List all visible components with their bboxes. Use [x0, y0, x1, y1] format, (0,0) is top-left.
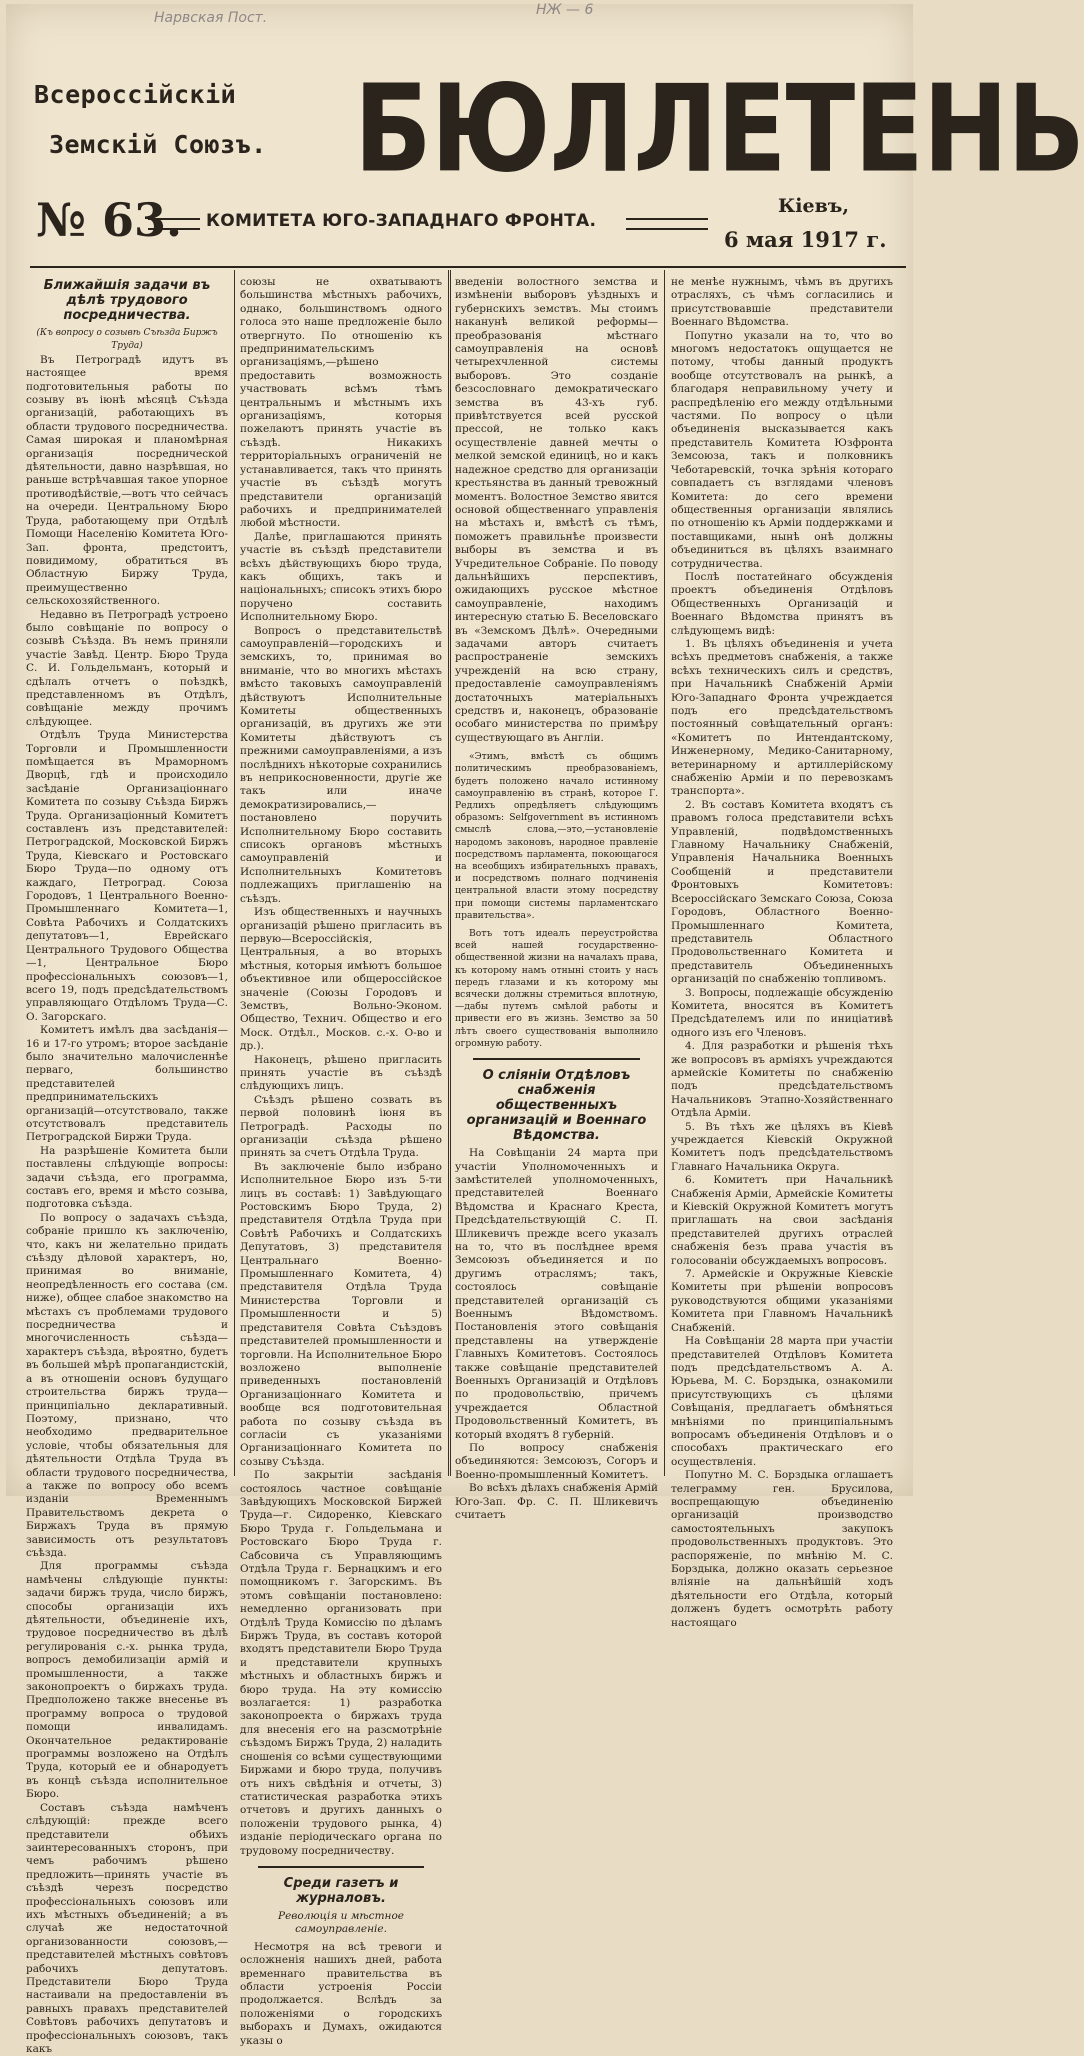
paragraph: Въ заключеніе было избрано Исполнительное Бюро изъ 5-ти лицъ въ составѣ: 1) Завѣдующаго Ростовскимъ Бюро Труда, 2) представителя Отдѣла Труда при Совѣтѣ Рабочихъ и Солдатскихъ Депутатовъ, 3) представителя Центральнаго Военно-Промышленнаго Комитета, 4) представителя Отдѣла Труда Министерства Торговли и Промышленности и 5) представителя Совѣта Съѣздовъ представителей промышленности и торговли. На Исполнительное Бюро возложено выполненіе приведенныхъ постановленій Организаціоннаго Комитета и вообще вся подготовительная работа по созыву съѣзда въ согласіи съ указаніями Организаціоннаго Комитета по созыву Съѣзда. [240, 1160, 442, 1468]
paragraph: 5. Въ тѣхъ же цѣляхъ въ Кіевѣ учреждается Кіевскій Окружной Комитетъ подъ предсѣдательствомъ Главнаго Начальника Округа. [671, 1120, 893, 1173]
quotation: «Этимъ, вмѣстѣ съ общимъ политическимъ преобразованіемъ, будетъ положено начало истинному самоуправленію въ странѣ, которое Г. Редлихъ опредѣляетъ слѣдующимъ образомъ: Selfgovernment въ истинномъ смыслѣ слова,—это,—установленіе народомъ законовъ, народное правленіе посредствомъ парламента, покоющагося на всеобщихъ избирательныхъ правахъ, и посредствомъ полнаго подчиненія центральной власти этому посредству при помощи системы парламентскаго правительства». [455, 751, 658, 921]
paragraph: Комитетъ имѣлъ два засѣданія—16 и 17-го утромъ; второе засѣданіе было значительно малочисленнѣе перваго, большинство представителей предпринимательскихъ организацій—отсутствовало, также отсутствовалъ представитель Петроградской Биржи Труда. [26, 1024, 228, 1144]
paragraph: Для программы съѣзда намѣчены слѣдующіе пункты: задачи биржъ труда, число биржъ, способы организаціи ихъ дѣятельности, объединеніе ихъ, трудовое посредничество въ дѣлѣ регулированія с.-х. рынка труда, вопросъ демобилизаціи армій и промышленности, а также законопроектъ о биржахъ труда. Предположено также внесенье въ программу вопроса о трудовой помощи инвалидамъ. Окончательное редактированіе программы возложено на Отдѣлъ Труда, который ее и обнародуетъ въ концѣ съѣзда исполнительное Бюро. [26, 1560, 228, 1801]
paragraph: На Совѣщаніи 28 марта при участіи представителей Отдѣловъ Комитета подъ предсѣдательствомъ А. А. Юрьева, М. С. Борздыка, ознакомили присутствующихъ съ цѣлями Совѣщанія, предлагаетъ обмѣняться мнѣніями по принципіальнымъ вопросамъ объединенія Отдѣловъ и о способахъ практическаго его осуществленія. [671, 1335, 893, 1468]
paragraph: На разрѣшеніе Комитета были поставлены слѣдующіе вопросы: задачи съѣзда, его программа, составъ его, время и мѣсто созыва, подготовка съѣзда. [26, 1144, 228, 1211]
paragraph: 2. Въ составъ Комитета входятъ съ правомъ голоса представители всѣхъ Управленій, подвѣдомственныхъ Главному Начальнику Снабженій, Управленія Начальника Военныхъ Сообщеній и представители Фронтовыхъ Комитетовъ: Всероссійскаго Земскаго Союза, Союза Городовъ, Областного Военно-Промышленнаго Комитета, представитель Областного Продовольственнаго Комитета и представитель Объединенныхъ организацій по снабженію топливомъ. [671, 798, 893, 986]
masthead-publisher [34, 70, 334, 170]
paragraph: Въ Петроградѣ идутъ въ настоящее время подготовительныя работы по созыву въ іюнѣ мѣсяцѣ Съѣзда организацій, работающихъ въ области трудового посредничества. Самая широкая и планомѣрная организація посреднической дѣятельности, давно назрѣвшая, но раньше встрѣчавшая такое упорное противодѣйствіе,—вотъ что сейчасъ на очереди. Центральному Бюро Труда, работающему при Отдѣлѣ Помощи Населенію Комитета Юго-Зап. фронта, предстоитъ, повидимому, обратиться въ Областную Биржу Труда, преимущественно сельскохозяйственного. [26, 353, 228, 608]
section-separator [473, 1058, 640, 1060]
paragraph: 4. Для разработки и рѣшенія тѣхъ же вопросовъ въ арміяхъ учреждаются армейскіе Комитеты по снабженію подъ предсѣдательствомъ Начальниковъ Этапно-Хозяйственнаго Отдѣла Арміи. [671, 1040, 893, 1120]
newspaper-page [6, 2, 1084, 2055]
paragraph: Наконецъ, рѣшено пригласить принять участіе въ съѣздѣ слѣдующихъ лицъ. [240, 1053, 442, 1093]
paragraph: введеніи волостного земства и измѣненіи выборовъ уѣздныхъ и губернскихъ земствъ. Мы стоимъ наканунѣ великой реформы—преобразованія мѣстнаго самоуправленія на основѣ четырехчленной системы выборовъ. Это созданіе безсословнаго демократическаго земства въ 43-хъ губ. привѣтствуется всей русской прессой, не только какъ осуществленіе давней мечты о мелкой земской единицѣ, но и какъ надежное средство для организаціи крестьянства въ данный тревожный моментъ. Волостное Земство явится основой общественнаго управленія на мѣстахъ и, вмѣстѣ съ тѣмъ, поможетъ правильнѣе произвести выборы въ земства и въ Учредительное Собраніе. По поводу дальнѣйшихъ перспективъ, ожидающихъ русское мѣстное самоуправленіе, находимъ интересную статью Б. Веселовскаго въ «Земскомъ Дѣлѣ». Очередными задачами авторъ считаетъ распространеніе земскихъ учрежденій на всю страну, предоставленіе самоуправленіямъ достаточныхъ матеріальныхъ средствъ и, наконецъ, образованіе особаго министерства по примѣру существующаго въ Англіи. [455, 276, 658, 744]
section-subtitle: Революція и мѣстное самоуправленіе. [278, 1909, 404, 1936]
paragraph: Вопросъ о представительствѣ самоуправленій—городскихъ и земскихъ, то, принимая во вниманіе, что во многихъ мѣстахъ вмѣсто таковыхъ самоуправленій дѣйствуютъ Исполнительные Комитеты общественныхъ организацій, въ другихъ же эти Комитеты дѣйствуютъ съ прежними самоуправленіями, а изъ послѣднихъ нѣкоторые сохранились въ неприкосновенности, другіе же такъ или иначе демократизировались,—постановлено поручить Исполнительному Бюро составить списокъ органовъ мѣстныхъ самоуправленій и Исполнительныхъ Комитетовъ подлежащихъ приглашенію на съѣздъ. [240, 624, 442, 905]
paragraph: 7. Армейскіе и Окружные Кіевскіе Комитеты при рѣшеніи вопросовъ руководствуются общими указаніями Комитета при Главномъ Начальникѣ Снабженій. [671, 1268, 893, 1334]
paragraph: 1. Въ цѣляхъ объединенія и учета всѣхъ предметовъ снабженія, а также всѣхъ техническихъ силъ и средствъ, при Начальникѣ Снабженій Арміи Юго-Западнаго Фронта учреждается подъ его предсѣдательствомъ постоянный совѣщательный органъ: «Комитетъ по Интендантскому, Инженерному, Медико-Санитарному, ветеринарному и артиллерійскому снабженію Арміи и по перевозкамъ транспорта». [671, 637, 893, 798]
column-3 [455, 276, 658, 1522]
issue-city: Кіевъ, [778, 195, 849, 217]
paragraph: Отдѣлъ Труда Министерства Торговли и Промышленности помѣщается въ Мраморномъ Дворцѣ, гдѣ и происходило засѣданіе Организаціоннаго Комитета по созыву Съѣзда Биржъ Труда. Организаціонный Комитетъ составленъ изъ представителей: Петроградской, Московской Биржъ Труда, Кіевскаго и Ростовскаго Бюро Труда—по одному отъ каждаго, Петроград. Союза Городовъ, 1 Центрального Военно-Промышленнаго Комитета—1, Совѣта Рабочихъ и Солдатскихъ депутатовъ—1, Еврейскаго Центрального Трудового Общества—1, Центральное Бюро профессіональныхъ союзовъ—1, всего 19, подъ предсѣдательствомъ управляющаго Отдѣломъ Труда—С. О. Загорскаго. [26, 729, 228, 1023]
column-2 [240, 276, 442, 2047]
paragraph: 3. Вопросы, подлежащіе обсужденію Комитета, вносятся въ Комитетъ Предсѣдателемъ или по иниціативѣ одного изъ его Членовъ. [671, 986, 893, 1039]
header-rule [30, 266, 906, 268]
paragraph: По закрытіи засѣданія состоялось частное совѣщаніе Завѣдующихъ Московской Биржей Труда—г. Сидоренко, Кіевскаго Бюро Труда г. Гольдельмана и Ростовскаго Бюро Труда г. Сабсовича съ Управляющимъ Отдѣла Труда г. Бернацкимъ и его помощникомъ г. Загорскимъ. Въ этомъ совѣщаніи постановлено: немедленно организовать при Отдѣлѣ Труда Комиссію по дѣламъ Биржъ Труда, въ составъ которой входятъ представители Бюро Труда и представители крупныхъ мѣстныхъ и областныхъ биржъ и бюро труда. На эту комиссію возлагается: 1) разработка законопроекта о биржахъ труда для внесенія его на разсмотрѣніе съѣздомъ Биржъ Труда, 2) наладить сношенія со всѣми существующими Биржами и бюро труда, получивъ отъ нихъ свѣдѣнія и отчеты, 3) статистическая разработка этихъ отчетовъ и другихъ данныхъ о положеніи трудового рынка, 4) изданіе періодическаго органа по трудовому посредничеству. [240, 1469, 442, 1857]
paragraph: Составъ съѣзда намѣченъ слѣдующій: прежде всего представители обѣихъ заинтересованныхъ сторонъ, при чемъ рабочимъ рѣшено предложить—принять участіе въ съѣздѣ черезъ посредство профессіональныхъ союзовъ или ихъ мѣстныхъ объединеній; а въ случаѣ же недостаточной организованности союзовъ,—представителей мѣстныхъ совѣтовъ рабочихъ депутатовъ. Представители Бюро Труда настаивали на предоставленіи въ равныхъ правахъ представителей Совѣтовъ рабочихъ депутатовъ и профессіональныхъ союзовъ, такъ какъ [26, 1801, 228, 2055]
paragraph: Послѣ постатейнаго обсужденія проектъ объединенія Отдѣловъ Общественныхъ Организацій и Военнаго Вѣдомства принятъ въ слѣдующемъ видѣ: [671, 570, 893, 637]
article-title: Ближайшія задачи въ дѣлѣ трудового посредничества. [43, 278, 211, 323]
paragraph: 6. Комитетъ при Начальникѣ Снабженія Арміи, Армейскіе Комитеты и Кіевскій Окружной Комитетъ могутъ приглашать на свои засѣданія представителей другихъ отраслей снабженія безъ права участія въ голосованіи обсуждаемыхъ вопросовъ. [671, 1174, 893, 1267]
paragraph: На Совѣщаніи 24 марта при участіи Уполномоченныхъ и замѣстителей уполномоченныхъ, представителей Военнаго Вѣдомства и Краснаго Креста, Предсѣдательствующій С. П. Шликевичъ прежде всего указалъ на то, что въ послѣднее время Земсоюзъ объединяется и по другимъ отраслямъ; такъ, состоялось совѣщаніе представителей организацій съ Военнымъ Вѣдомствомъ. Постановленія этого совѣщанія представлены на утвержденіе Главныхъ Комитетовъ. Состоялось также совѣщаніе представителей Военныхъ Организацій и Отдѣловъ по продовольствію, причемъ учреждается Областной Продовольственный Комитетъ, въ который входятъ 8 губерній. [455, 1147, 658, 1441]
column-1 [26, 276, 228, 2055]
paragraph: Недавно въ Петроградѣ устроено было совѣщаніе по вопросу о созывѣ Съѣзда. Въ немъ приняли участіе Завѣд. Центр. Бюро Труда С. И. Гольдельманъ, который и сдѣлалъ отчетъ о поѣздкѣ, представленномъ въ Отдѣлъ, совѣщаніе между прочимъ слѣдующее. [26, 608, 228, 728]
section-separator [258, 1866, 424, 1868]
committee-name: КОМИТЕТА ЮГО-ЗАПАДНАГО ФРОНТА. [206, 211, 597, 231]
publisher-line-2: Земскій Союзъ. [49, 130, 267, 159]
paragraph: Съѣздъ рѣшено созвать въ первой половинѣ іюня въ Петроградѣ. Расходы по организаціи съѣзда рѣшено принять за счетъ Отдѣла Труда. [240, 1093, 442, 1160]
publisher-line-1: Всероссійскій [34, 80, 237, 109]
paragraph: Несмотря на всѣ тревоги и осложненія нашихъ дней, работа временнаго правительства въ области устроенія Россіи продолжается. Вслѣдъ за положеніями о городскихъ выборахъ и Думахъ, ожидаются указы о [240, 1940, 442, 2047]
handwritten-note-left: Нарвская Пост. [154, 10, 268, 26]
paragraph: не менѣе нужнымъ, чѣмъ въ другихъ отрасляхъ, съ чѣмъ согласились и присутствовавшіе представители Военнаго Вѣдомства. [671, 276, 893, 329]
paragraph: Изъ общественныхъ и научныхъ организацій рѣшено пригласить въ первую—Всероссійскія, Центральныя, а во вторыхъ мѣстныя, которыя имѣютъ большое объективное или общероссійское значеніе (Союзы Городовъ и Земствъ, Вольно-Эконом. Общество, Технич. Общество и его Моск. Отдѣл., Москов. с.-х. О-во и др.). [240, 906, 442, 1053]
masthead-title: БЮЛЛЕТЕНЬ [354, 59, 1084, 201]
paragraph: По вопросу снабженія объединяются: Земсоюзъ, Согоръ и Военно-промышленный Комитетъ. [455, 1442, 658, 1481]
rule-right [626, 218, 708, 230]
paragraph: Попутно указали на то, что во многомъ недостатокъ ощущается не потому, чтобы данный продуктъ вообще отсутствовалъ на рынкѣ, а благодаря неправильному учету и распредѣленію его между отдѣльными частями. По вопросу о цѣли объединенія высказывается какъ представитель Комитета Юзфронта Земсоюза, такъ и полковникъ Чеботаревскій, точка зрѣнія котораго совпадаетъ съ взглядами членовъ Комитета: до сего времени общественныя организаціи являлись по отношенію къ Арміи поддержками и поставщиками, нынѣ онѣ должны объединиться въ цѣляхъ взаимнаго сотрудничества. [671, 329, 893, 570]
section-title: Среди газетъ и журналовъ. [283, 1875, 399, 1906]
paragraph: По вопросу о задачахъ съѣзда, собраніе пришло къ заключенію, что, какъ ни желательно придать съѣзду дѣловой характеръ, но, принимая во вниманіе, неопредѣленность его состава (см. ниже), общее слабое знакомство на мѣстахъ съ проблемами трудового посредничества и многочисленность съѣзда—характеръ съѣзда, вѣроятно, будетъ въ большей мѣрѣ пропагандистскій, а въ отношеніи основъ будущаго строительства биржъ труда—принципіально декларативный. Поэтому, признано, что необходимо предварительное условіе, чтобы обязательныя для дѣятельности Отдѣла Труда въ области трудового посредничества, а также по вопросу обо всемъ изданіи Временнымъ Правительствомъ декрета о Биржахъ Труда въ прямую зависимость отъ результатовъ съѣзда. [26, 1211, 228, 1559]
paragraph: Далѣе, приглашаются принять участіе въ съѣздѣ представители всѣхъ дѣйствующихъ бюро труда, какъ общихъ, такъ и національныхъ; списокъ этихъ бюро поручено составить Исполнительному Бюро. [240, 530, 442, 624]
column-divider-3 [664, 270, 665, 1476]
column-divider-2 [448, 270, 451, 1476]
column-divider-1 [234, 270, 235, 1476]
issue-number: № 63. [36, 193, 183, 247]
article-subtitle: (Къ вопросу о созывѣ Съѣзда Биржъ Труда) [36, 328, 218, 352]
handwritten-note-top: НЖ — 6 [536, 2, 594, 18]
section-title: О сліяніи Отдѣловъ снабженія общественныхъ организацій и Военнаго Вѣдомства. [466, 1068, 647, 1144]
rule-left [148, 218, 200, 230]
quotation: Вотъ тотъ идеалъ переустройства всей нашей государственно-общественной жизни на началахъ права, къ которому намъ отныні стоить у насъ передъ глазами и къ которому мы всячески должны стремиться вплотную,—дабы путемъ смѣлой работы и привести его въ жизнь. Земство за 50 лѣтъ своего существованія выполнило огромную работу. [455, 928, 658, 1049]
issue-date: 6 мая 1917 г. [724, 227, 887, 252]
paragraph: Во всѣхъ дѣлахъ снабженія Армій Юго-Зап. Фр. С. П. Шликевичъ считаетъ [455, 1482, 658, 1522]
paragraph: союзы не охватываютъ большинства мѣстныхъ рабочихъ, однако, большинствомъ одного голоса это наше предложеніе было отвергнуто. По отношенію къ предпринимательскимъ организаціямъ,—рѣшено предоставить возможность участвовать всѣмъ тѣмъ центральнымъ и мѣстнымъ ихъ организаціямъ, которыя пожелаютъ принять участіе въ съѣздѣ. Никакихъ территоріальныхъ ограниченій не устанавливается, такъ что принять участіе въ съѣздѣ могутъ представители организацій рабочихъ и предпринимателей любой мѣстности. [240, 276, 442, 530]
paragraph: Попутно М. С. Борздыка оглашаетъ телеграмму ген. Брусилова, воспрещающую объединенію организацій производство самостоятельныхъ закупокъ продовольственныхъ продуктовъ. Это распоряженіе, по мнѣнію М. С. Борздыка, должно оказать серьезное вліяніе на дальнѣйшій ходъ дѣятельности его Отдѣла, который долженъ будетъ осмотрѣть работу настоящаго [671, 1469, 893, 1629]
column-4 [671, 276, 893, 1629]
